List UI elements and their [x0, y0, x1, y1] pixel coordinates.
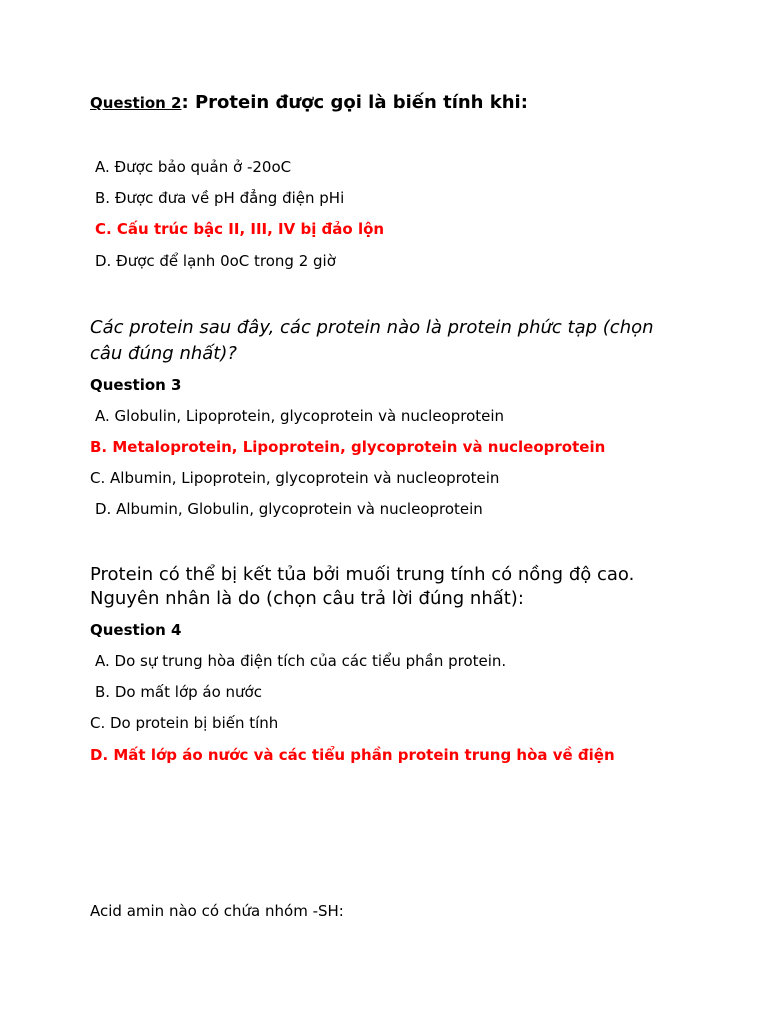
q3-option-b-correct: B. Metaloprotein, Lipoprotein, glycoprotein và nucleoprotein [90, 438, 606, 456]
q4-prompt [90, 563, 690, 611]
q2-option-b: B. Được đưa về pH đẳng điện pHi [95, 189, 345, 207]
q3-option-c: C. Albumin, Lipoprotein, glycoprotein và nucleoprotein [90, 469, 500, 487]
q4-prompt-line-1: Protein có thể bị kết tủa bởi muối trung tính có nồng độ cao. [90, 564, 635, 585]
q3-option-d: D. Albumin, Globulin, glycoprotein và nucleoprotein [95, 500, 483, 518]
q3-prompt-line-2: câu đúng nhất)? [90, 343, 237, 364]
q3-prompt-line-1: Các protein sau đây, các protein nào là protein phức tạp (chọn [90, 317, 654, 338]
question-2-colon: : [181, 92, 189, 113]
q2-option-d: D. Được để lạnh 0oC trong 2 giờ [95, 252, 336, 270]
q2-option-c-correct: C. Cấu trúc bậc II, III, IV bị đảo lộn [95, 220, 385, 238]
question-3-label: Question 3 [90, 376, 182, 394]
q4-option-b: B. Do mất lớp áo nước [95, 683, 262, 701]
q4-option-c: C. Do protein bị biến tính [90, 714, 279, 732]
q4-prompt-line-2: Nguyên nhân là do (chọn câu trả lời đúng nhất): [90, 588, 524, 609]
q5-prompt: Acid amin nào có chứa nhóm -SH: [90, 902, 344, 920]
q2-option-a: A. Được bảo quản ở -20oC [95, 158, 292, 176]
q3-prompt [90, 315, 690, 367]
question-2-heading [90, 92, 528, 113]
q4-option-d-correct: D. Mất lớp áo nước và các tiểu phần protein trung hòa về điện [90, 746, 615, 764]
q3-option-a: A. Globulin, Lipoprotein, glycoprotein và nucleoprotein [95, 407, 505, 425]
question-2-label: Question 2 [90, 94, 182, 112]
question-2-text: Protein được gọi là biến tính khi: [188, 92, 528, 113]
q4-option-a: A. Do sự trung hòa điện tích của các tiểu phần protein. [95, 652, 507, 670]
question-4-label: Question 4 [90, 621, 182, 639]
